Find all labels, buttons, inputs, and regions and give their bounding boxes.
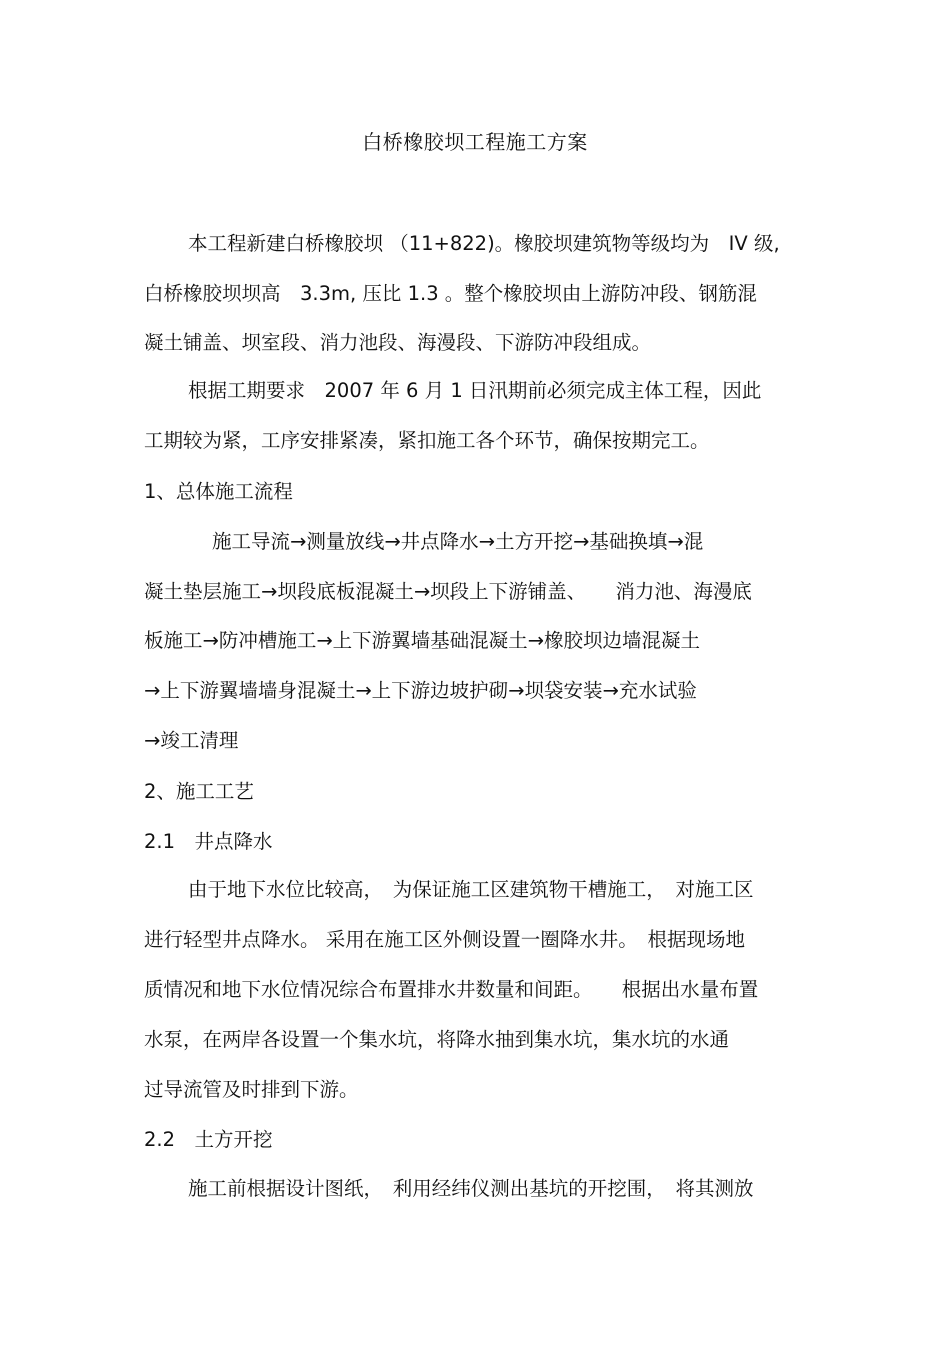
paragraph-2-line-2: 工期较为紧，工序安排紧凑，紧扣施工各个环节，确保按期完工。 (144, 429, 710, 452)
flow-line-4: →上下游翼墙墙身混凝土→上下游边坡护砌→坝袋安装→充水试验 (144, 679, 697, 702)
flow-line-5: →竣工清理 (144, 729, 239, 752)
paragraph-1-line-1: 本工程新建白桥橡胶坝 （11+822)。橡胶坝建筑物等级均为 IV 级, (188, 232, 780, 255)
paragraph-4-line-1: 施工前根据设计图纸， 利用经纬仪测出基坑的开挖围， 将其测放 (188, 1177, 754, 1200)
paragraph-3-line-2: 进行轻型井点降水。 采用在施工区外侧设置一圈降水井。 根据现场地 (144, 928, 745, 951)
section-2-1-heading: 2.1 井点降水 (144, 830, 273, 853)
paragraph-3-line-5: 过导流管及时排到下游。 (144, 1078, 359, 1101)
paragraph-3-line-3: 质情况和地下水位情况综合布置排水井数量和间距。 根据出水量布置 (144, 978, 759, 1001)
flow-line-1: 施工导流→测量放线→井点降水→土方开挖→基础换填→混 (212, 530, 704, 553)
flow-line-2: 凝土垫层施工→坝段底板混凝土→坝段上下游铺盖、 消力池、海漫底 (144, 580, 752, 603)
section-2-heading: 2、施工工艺 (144, 780, 254, 803)
paragraph-3-line-1: 由于地下水位比较高， 为保证施工区建筑物干槽施工， 对施工区 (188, 878, 754, 901)
section-1-heading: 1、总体施工流程 (144, 480, 293, 503)
paragraph-1-line-3: 凝土铺盖、坝室段、消力池段、海漫段、下游防冲段组成。 (144, 331, 652, 354)
section-2-2-heading: 2.2 土方开挖 (144, 1128, 273, 1151)
flow-line-3: 板施工→防冲槽施工→上下游翼墙基础混凝土→橡胶坝边墙混凝土 (144, 629, 701, 652)
paragraph-1-line-2: 白桥橡胶坝坝高 3.3m, 压比 1.3 。整个橡胶坝由上游防冲段、钢筋混 (144, 282, 757, 305)
paragraph-3-line-4: 水泵，在两岸各设置一个集水坑，将降水抽到集水坑，集水坑的水通 (144, 1028, 730, 1051)
document-title: 白桥橡胶坝工程施工方案 (362, 130, 588, 154)
paragraph-2-line-1: 根据工期要求 2007 年 6 月 1 日汛期前必须完成主体工程，因此 (188, 379, 762, 402)
